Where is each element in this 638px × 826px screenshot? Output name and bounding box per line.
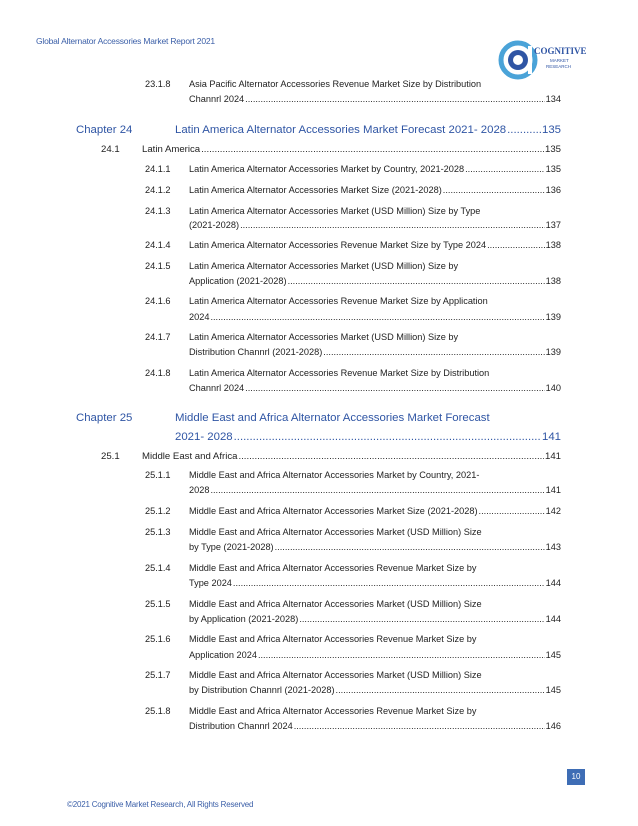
entry-page: 135 [545,164,561,174]
toc-entry[interactable] [189,382,561,395]
chapter-entry[interactable] [175,124,561,137]
entry-page: 143 [545,542,561,552]
entry-text-line: Middle East and Africa Alternator Accessories Revenue Market Size by [189,706,477,716]
entry-page: 138 [545,240,561,250]
company-logo [498,36,587,84]
chapter-title-line: Middle East and Africa Alternator Accessories Market Forecast [175,412,490,424]
entry-page: 144 [545,578,561,588]
entry-number: 25.1.8 [145,706,171,716]
entry-text-line: Middle East and Africa Alternator Accessories Market by Country, 2021- [189,470,480,480]
section-title: Latin America [142,144,201,155]
chapter-entry[interactable] [175,431,561,444]
entry-page: 142 [545,506,561,516]
entry-title: (2021-2028) [189,220,240,230]
entry-number: 24.1.7 [145,332,171,342]
toc-entry[interactable] [189,93,561,106]
entry-title: Distribution Channrl (2021-2028) [189,347,323,357]
chapter-label: Chapter 25 [76,412,133,424]
entry-page: 138 [545,276,561,286]
logo-text-1: COGNITIVE [534,46,587,56]
toc-entry[interactable] [189,649,561,662]
logo-text-3: RESEARCH [546,64,572,69]
entry-number: 25.1.2 [145,506,171,516]
section-entry[interactable] [142,143,561,156]
entry-number: 25.1.4 [145,563,171,573]
chapter-page: 135 [541,124,561,136]
entry-page: 145 [545,685,561,695]
entry-title: Application (2021-2028) [189,276,287,286]
entry-number: 25.1.1 [145,470,171,480]
entry-title: Type 2024 [189,578,232,588]
footer-copyright: ©2021 Cognitive Market Research, All Rights Reserved [67,800,254,809]
logo-text-2: MARKET [550,58,569,63]
toc-entry[interactable] [189,613,561,626]
section-number: 25.1 [101,451,120,462]
entry-page: 141 [545,485,561,495]
entry-number: 25.1.3 [145,527,171,537]
entry-title: Latin America Alternator Accessories Market by Country, 2021-2028 [189,164,465,174]
entry-text-line: Middle East and Africa Alternator Accessories Revenue Market Size by [189,563,477,573]
chapter-title: Latin America Alternator Accessories Market Forecast 2021- 2028 [175,124,507,136]
entry-text-line: Middle East and Africa Alternator Accessories Revenue Market Size by [189,634,477,644]
page-number: 10 [567,769,585,785]
toc-entry[interactable] [189,311,561,324]
entry-number: 24.1.1 [145,164,171,174]
entry-text-line: Latin America Alternator Accessories Market (USD Million) Size by [189,332,459,342]
entry-text-line: Latin America Alternator Accessories Market (USD Million) Size by [189,261,459,271]
entry-page: 140 [545,383,561,393]
entry-title: Latin America Alternator Accessories Market Size (2021-2028) [189,185,442,195]
section-entry[interactable] [142,450,561,463]
entry-page: 137 [545,220,561,230]
entry-title: 2024 [189,312,210,322]
entry-text-line: Middle East and Africa Alternator Accessories Market (USD Million) Size [189,670,482,680]
toc-entry[interactable] [189,275,561,288]
section-page: 141 [544,451,561,462]
entry-title: 2028 [189,485,210,495]
entry-title: Latin America Alternator Accessories Revenue Market Size by Type 2024 [189,240,487,250]
toc-entry[interactable] [189,219,561,232]
toc-entry[interactable] [189,239,561,252]
entry-number: 24.1.2 [145,185,171,195]
entry-page: 144 [545,614,561,624]
toc-entry[interactable] [189,505,561,518]
chapter-label: Chapter 24 [76,124,133,136]
entry-text-line: Asia Pacific Alternator Accessories Revenue Market Size by Distribution [189,79,482,89]
entry-text-line: Latin America Alternator Accessories Revenue Market Size by Application [189,296,488,306]
toc-entry[interactable] [189,684,561,697]
entry-number: 24.1.4 [145,240,171,250]
entry-text-line: Latin America Alternator Accessories Market (USD Million) Size by Type [189,206,481,216]
entry-title: by Application (2021-2028) [189,614,299,624]
entry-page: 136 [545,185,561,195]
entry-number: 24.1.5 [145,261,171,271]
chapter-title: 2021- 2028 [175,431,233,443]
toc-entry[interactable] [189,184,561,197]
toc-entry[interactable] [189,541,561,554]
entry-number: 24.1.8 [145,368,171,378]
entry-number: 25.1.7 [145,670,171,680]
entry-number: 24.1.6 [145,296,171,306]
entry-page: 146 [545,721,561,731]
entry-page: 145 [545,650,561,660]
entry-title: Channrl 2024 [189,383,245,393]
entry-number: 25.1.5 [145,599,171,609]
page-header: Global Alternator Accessories Market Report 2021 [36,36,215,46]
entry-title: by Type (2021-2028) [189,542,274,552]
toc-entry[interactable] [189,720,561,733]
entry-number: 24.1.3 [145,206,171,216]
entry-text-line: Latin America Alternator Accessories Revenue Market Size by Distribution [189,368,490,378]
entry-number: 23.1.8 [145,79,171,89]
entry-page: 134 [545,94,561,104]
entry-title: Middle East and Africa Alternator Accessories Market Size (2021-2028) [189,506,478,516]
toc-entry[interactable] [189,577,561,590]
toc-entry[interactable] [189,484,561,497]
entry-title: Channrl 2024 [189,94,245,104]
toc-entry[interactable] [189,163,561,176]
section-number: 24.1 [101,144,120,155]
chapter-page: 141 [541,431,561,443]
entry-number: 25.1.6 [145,634,171,644]
entry-title: Distribution Channrl 2024 [189,721,293,731]
entry-text-line: Middle East and Africa Alternator Accessories Market (USD Million) Size [189,599,482,609]
entry-text-line: Middle East and Africa Alternator Accessories Market (USD Million) Size [189,527,482,537]
entry-page: 139 [545,347,561,357]
toc-entry[interactable] [189,346,561,359]
section-page: 135 [544,144,561,155]
entry-page: 139 [545,312,561,322]
entry-title: by Distribution Channrl (2021-2028) [189,685,335,695]
entry-title: Application 2024 [189,650,257,660]
section-title: Middle East and Africa [142,451,238,462]
